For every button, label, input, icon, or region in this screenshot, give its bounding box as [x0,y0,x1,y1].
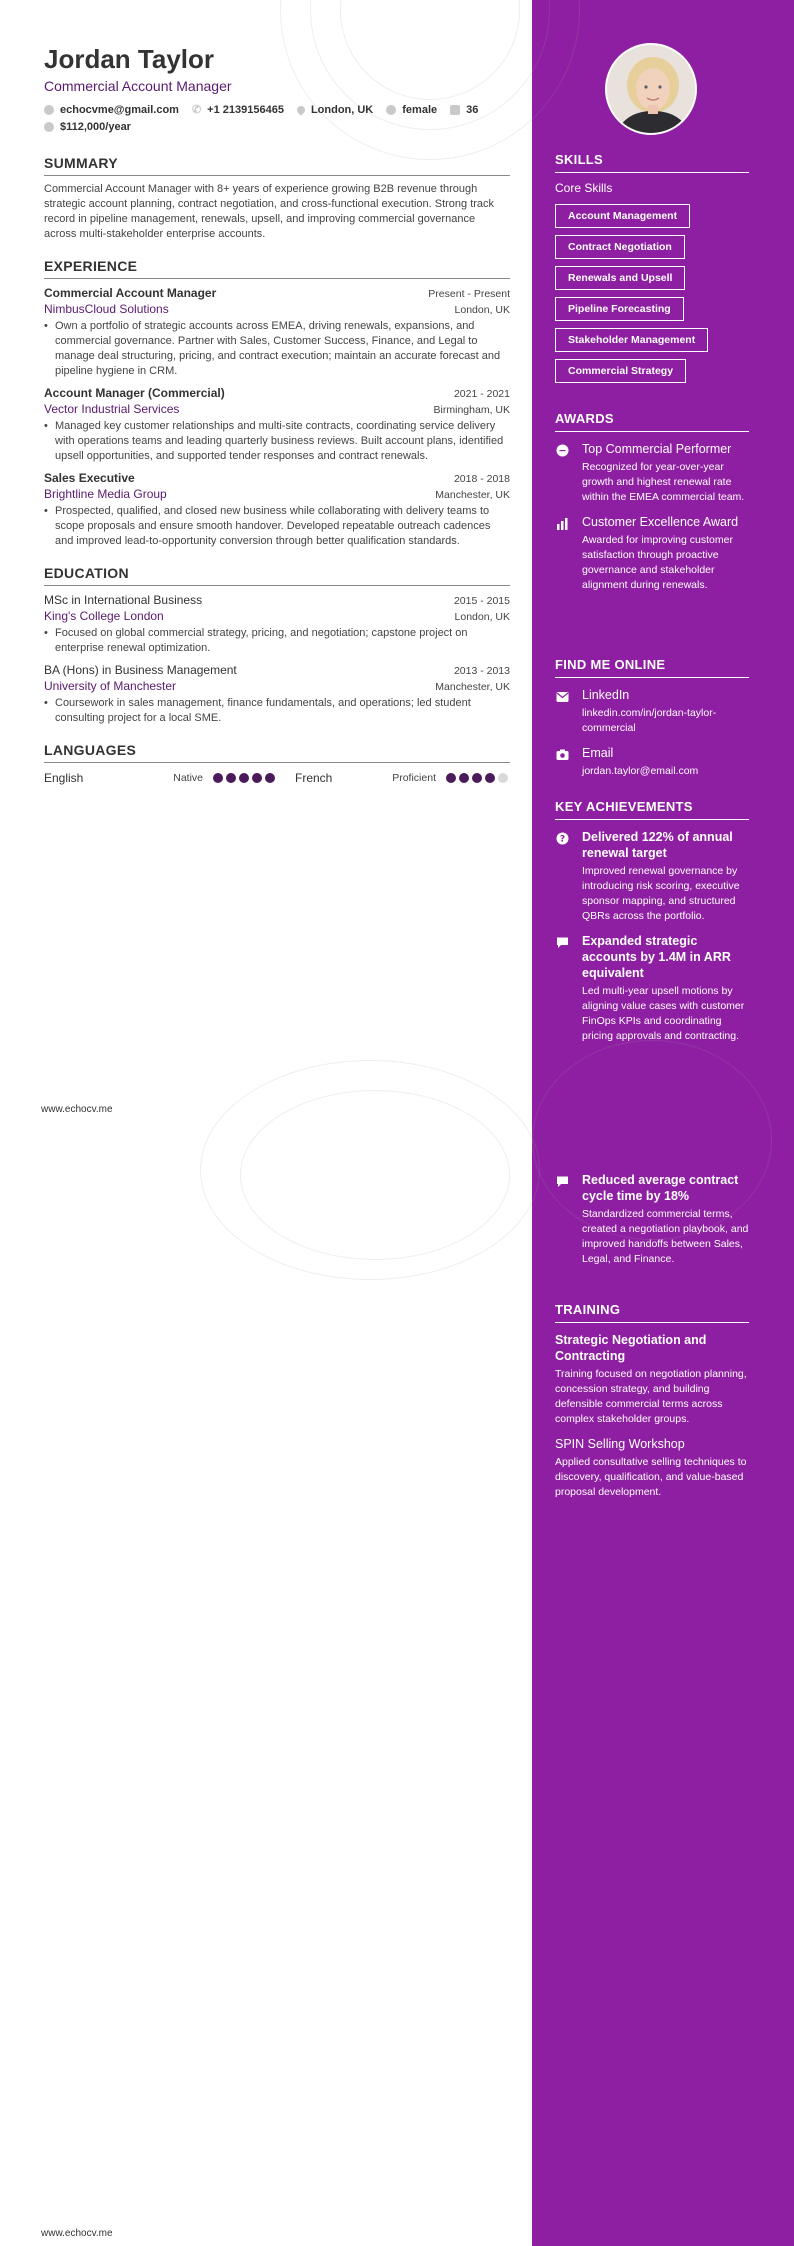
question-icon [555,831,569,845]
location-contact [297,104,373,116]
skill-tag: Account Management [555,204,690,228]
entry-location: London, UK [454,304,510,316]
achievements-section [555,799,749,1044]
section-title: LANGUAGES [44,742,510,763]
entry-location: Birmingham, UK [433,404,510,416]
money-icon [44,122,54,132]
link-label: Email [582,746,614,760]
phone-contact[interactable] [192,103,284,116]
section-title: FIND ME ONLINE [555,657,749,678]
training-item [555,1436,749,1500]
footer-link[interactable]: www.echocv.me [41,2228,113,2239]
entry-bullet: • Managed key customer relationships and multi-site contracts, coordinating service delivery with operations teams and leading quarterly business reviews. Built account plans, identified upsell opportunities, and supported tender responses and contract renewals. [44,419,510,464]
entry-location: London, UK [454,611,510,623]
age-contact [450,104,478,116]
languages-section [44,742,510,785]
email-icon [44,105,54,115]
section-title: KEY ACHIEVEMENTS [555,799,749,820]
entry-dates: Present - Present [428,288,510,300]
phone-text: +1 2139156465 [207,103,284,116]
training-section [555,1302,749,1500]
rating-dot-filled [485,773,495,783]
rating-dot-filled [459,773,469,783]
calendar-icon [450,105,460,115]
achievement-description: Led multi-year upsell motions by aligning value cases with customer FinOps KPIs and coordinating pricing approvals and contracting. [582,985,745,1042]
achievement-description: Improved renewal governance by introducing risk scoring, executive sponsor mapping, and structured QBRs across the portfolio. [582,865,740,922]
email-text: echocvme@gmail.com [60,103,179,116]
linkedin-icon [555,689,569,703]
decorative-circle [200,1060,540,1280]
experience-entry [44,286,510,379]
gender-text: female [402,103,438,116]
awards-section [555,411,749,593]
chat-icon [555,1174,569,1188]
link-value[interactable]: jordan.taylor@email.com [582,765,699,777]
education-entry [44,593,510,656]
entry-location: Manchester, UK [435,489,510,501]
rating-dot-empty [498,773,508,783]
section-title: TRAINING [555,1302,749,1323]
experience-section [44,258,510,549]
svg-text:?: ? [559,834,565,844]
link-label: LinkedIn [582,688,630,702]
entry-role: Sales Executive [44,471,135,485]
section-title: EDUCATION [44,565,510,586]
achievements-continued [555,1163,749,1267]
rating-dot-filled [239,773,249,783]
skill-tag: Stakeholder Management [555,328,708,352]
training-title: SPIN Selling Workshop [555,1437,685,1451]
entry-bullet: • Coursework in sales management, finance fundamentals, and operations; led student consulting project for a local SME. [44,696,510,726]
language-level: Proficient [392,772,436,784]
candidate-name: Jordan Taylor [44,44,215,74]
language-item [277,771,510,785]
training-item [555,1332,749,1427]
section-title: AWARDS [555,411,749,432]
location-text: London, UK [310,103,374,116]
achievement-description: Standardized commercial terms, created a negotiation playbook, and improved handoffs between Sales, Legal, and Finance. [582,1208,749,1265]
skill-tag: Pipeline Forecasting [555,297,684,321]
entry-organization: NimbusCloud Solutions [44,302,169,316]
rating-dot-filled [213,773,223,783]
language-rating [210,773,275,783]
experience-entry [44,471,510,549]
entry-role: Commercial Account Manager [44,286,217,300]
decorative-circle [240,1090,510,1260]
rating-dot-filled [252,773,262,783]
location-pin-icon [295,104,306,115]
email-contact[interactable] [44,104,179,116]
entry-dates: 2013 - 2013 [453,665,510,677]
social-link[interactable] [555,687,749,736]
phone-icon: ✆ [191,104,202,116]
language-item [44,771,277,785]
entry-organization: Brightline Media Group [44,487,167,501]
achievement-item [555,1172,749,1267]
section-title: SKILLS [555,152,749,173]
experience-entry [44,386,510,464]
section-title: SUMMARY [44,155,510,176]
core-skills-label: Core Skills [555,181,613,195]
social-link[interactable] [555,745,749,779]
achievement-title: Reduced average contract cycle time by 18% [582,1173,739,1203]
entry-school: University of Manchester [44,679,177,693]
person-icon [386,105,396,115]
award-title: Customer Excellence Award [582,515,739,529]
skill-tag: Commercial Strategy [555,359,686,383]
salary-contact [44,121,131,133]
contact-info [44,101,510,135]
section-title: EXPERIENCE [44,258,510,279]
age-text: 36 [466,103,479,116]
entry-location: Manchester, UK [435,681,510,693]
chat-icon [555,935,569,949]
award-item [555,441,749,505]
education-section [44,565,510,726]
entry-role: Account Manager (Commercial) [44,386,225,400]
entry-dates: 2015 - 2015 [453,595,510,607]
achievement-item [555,933,749,1044]
entry-organization: Vector Industrial Services [44,402,180,416]
skill-tag: Contract Negotiation [555,235,685,259]
language-name: English [44,771,84,785]
camera-icon [555,747,569,761]
language-level: Native [173,772,203,784]
rating-dot-filled [226,773,236,783]
link-value[interactable]: linkedin.com/in/jordan-taylor-commercial [582,707,717,734]
achievement-title: Expanded strategic accounts by 1.4M in ARR equivalent [582,934,731,980]
education-entry [44,663,510,726]
achievement-title: Delivered 122% of annual renewal target [582,830,733,860]
entry-dates: 2021 - 2021 [453,388,510,400]
rating-dot-filled [472,773,482,783]
summary-section [44,155,510,242]
training-description: Applied consultative selling techniques to discovery, qualification, and value-based proposal development. [555,1456,747,1498]
salary-text: $112,000/year [60,120,131,133]
skills-section [555,152,749,383]
entry-bullet: • Focused on global commercial strategy, pricing, and negotiation; capstone project on enterprise renewal optimization. [44,626,510,656]
entry-degree: BA (Hons) in Business Management [44,663,237,677]
portrait-image [607,45,697,135]
language-rating [443,773,508,783]
award-description: Recognized for year-over-year growth and highest renewal rate within the EMEA commercial team. [582,461,745,503]
award-item [555,514,749,593]
footer-link[interactable]: www.echocv.me [41,1104,113,1115]
training-title: Strategic Negotiation and Contracting [555,1333,707,1363]
entry-bullet: • Prospected, qualified, and closed new business while collaborating with delivery teams to scope proposals and ensure smooth handover. Developed repeatable outreach cadences and improved lead-to-opportunity conversion through better qualification standards. [44,504,510,549]
training-description: Training focused on negotiation planning, concession strategy, and building defensible commercial terms across complex stakeholder groups. [555,1368,747,1425]
gender-contact [386,104,437,116]
summary-text: Commercial Account Manager with 8+ years of experience growing B2B revenue through strategic account planning, contract negotiation, and cross-functional execution. Strong track record in pipeline management, renewals, upsell, and improving commercial governance across multi-stakeholder enterprise accounts. [44,183,495,240]
entry-degree: MSc in International Business [44,593,203,607]
find-me-section [555,657,749,779]
profile-photo [605,43,697,135]
award-title: Top Commercial Performer [582,442,732,456]
award-description: Awarded for improving customer satisfaction through proactive governance and stakeholder alignment during renewals. [582,534,733,591]
rating-dot-filled [265,773,275,783]
entry-school: King's College London [44,609,164,623]
achievement-item [555,829,749,924]
job-title: Commercial Account Manager [44,78,232,94]
language-name: French [295,771,333,785]
rating-dot-filled [446,773,456,783]
main-column [44,44,510,785]
bar-chart-icon [555,516,569,530]
medal-icon [555,443,569,457]
entry-bullet: • Own a portfolio of strategic accounts across EMEA, driving renewals, expansions, and commercial governance. Partner with Sales, Customer Success, Finance, and Legal to manage deal structuring, pricing, and contract execution; maintain an accurate forecast and pipeline hygiene in CRM. [44,319,510,379]
skill-tag: Renewals and Upsell [555,266,685,290]
entry-dates: 2018 - 2018 [453,473,510,485]
